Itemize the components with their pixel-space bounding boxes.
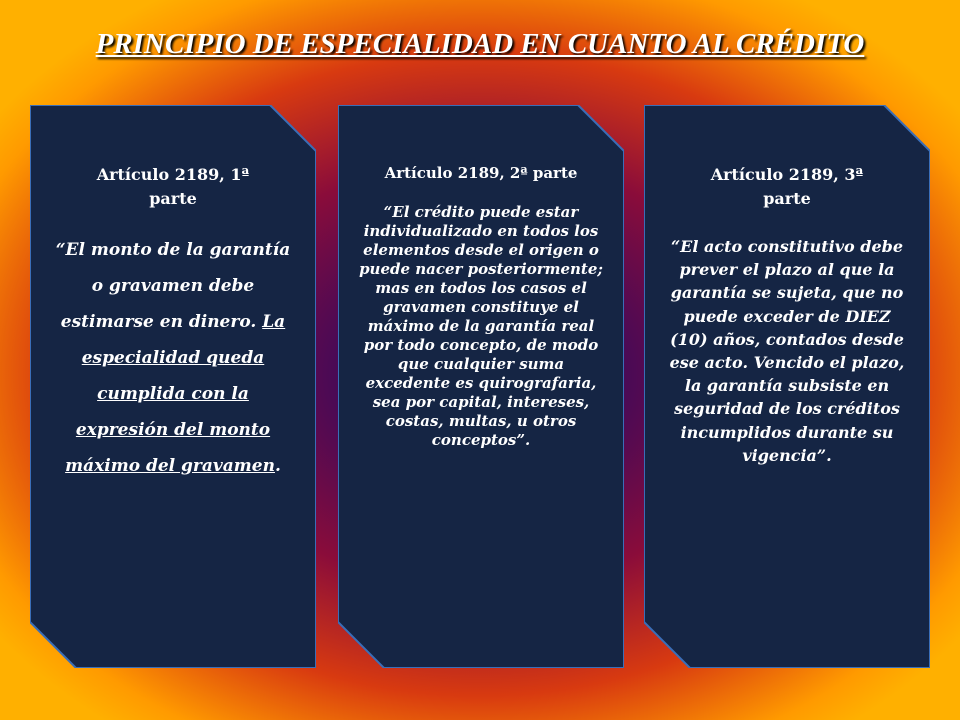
quote-end: . [274, 456, 281, 476]
card-heading: Artículo 2189, 1ª parte [96, 165, 250, 208]
card-article-2189-part-3 [644, 105, 930, 668]
slide-title: PRINCIPIO DE ESPECIALIDAD EN CUANTO AL CRÉDITO [95, 28, 865, 60]
quote-text: “El monto de la garantía o gravamen debe estimarse en dinero. [55, 240, 291, 332]
card-quote: “El acto constitutivo debe prever el plazo al que la garantía se sujeta, que no puede exceder de DIEZ (10) años, contados desde ese acto. Vencido el plazo, la garantía subsiste en seguridad de los créditos incumplidos durante su vigencia”. [669, 237, 905, 465]
card-content [356, 163, 606, 450]
card-heading: Artículo 2189, 2ª parte [384, 164, 578, 182]
card-article-2189-part-1 [30, 105, 316, 668]
quote-underlined-text: La especialidad queda cumplida con la expresión del monto máximo del gravamen [65, 312, 286, 476]
card-quote: “El crédito puede estar individualizado en todos los elementos desde el origen o puede nacer posteriormente; mas en todos los casos el gravamen constituye el máximo de la garantía real por todo concepto, de modo que cualquier suma excedente es quirografaria, sea por capital, intereses, costas, multas, u otros conceptos”. [359, 203, 603, 449]
card-article-2189-part-2 [338, 105, 624, 668]
card-quote [52, 232, 294, 484]
card-content [52, 163, 294, 484]
card-content [666, 163, 908, 467]
card-heading: Artículo 2189, 3ª parte [710, 165, 864, 208]
